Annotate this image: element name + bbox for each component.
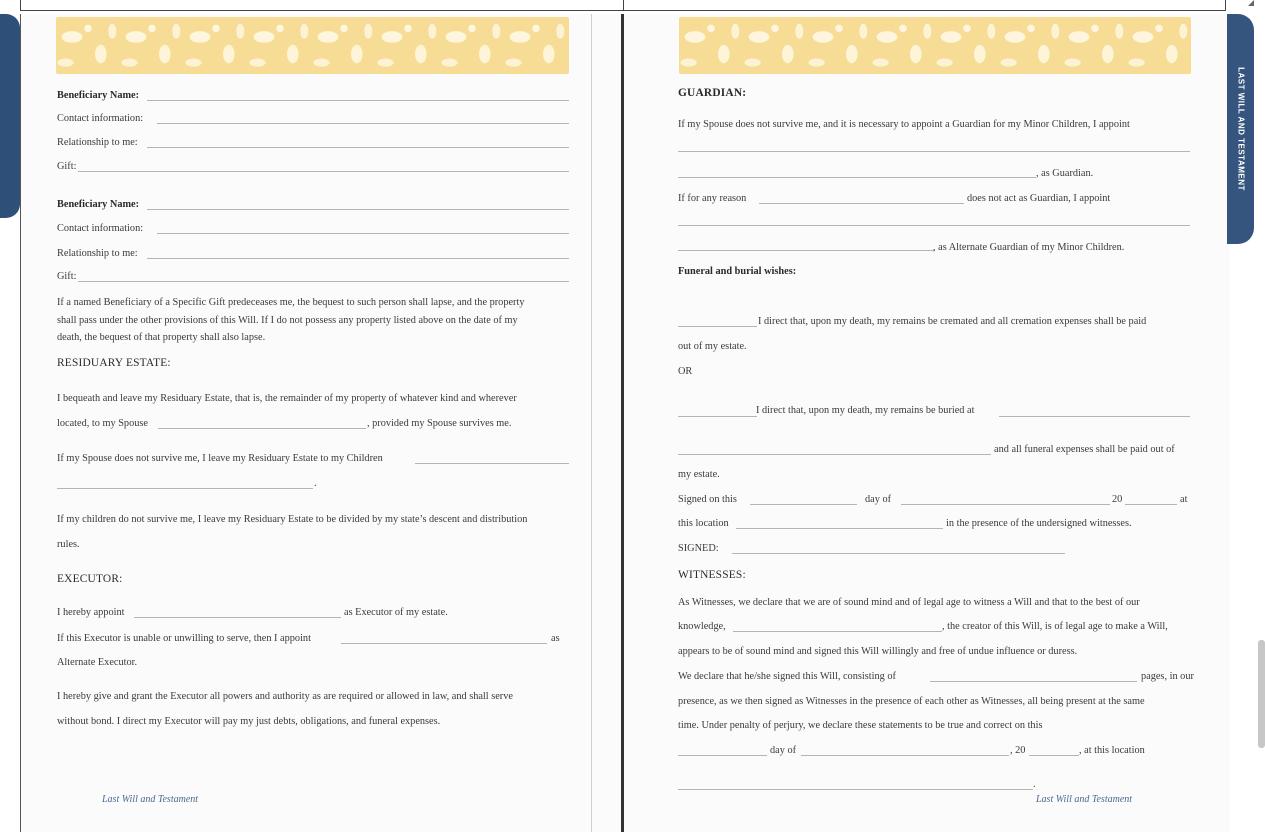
residuary-line-1: I bequeath and leave my Residuary Estate, that is, the remainder of my property of whatever kind and wherever [57,393,517,404]
guardian-name-field[interactable] [678,151,1190,152]
powers-line-2: without bond. I direct my Executor will pay my just debts, obligations, and funeral expenses. [57,716,441,727]
witness-location-field[interactable] [678,789,1033,790]
alternate-suffix: as [551,633,560,644]
residuary-line-2-suffix: , provided my Spouse survives me. [367,418,512,429]
children-field[interactable] [415,463,569,464]
page-count-field[interactable] [930,681,1137,682]
damask-banner [56,17,569,74]
if-for-any-reason: If for any reason [678,193,747,204]
witness-year-field[interactable] [1029,755,1079,756]
left-page [21,14,621,832]
this-location: this location [678,518,729,529]
right-page-footer: Last Will and Testament [1036,794,1133,805]
signed-day-field[interactable] [750,504,857,505]
children-field-continued[interactable] [57,488,313,489]
children-line: If my Spouse does not survive me, I leave my Residuary Estate to my Children [57,453,383,464]
cremation-initials-field[interactable] [678,326,757,327]
consisting-suffix: pages, in our [1141,671,1194,682]
buried-text: I direct that, upon my death, my remains be buried at [756,405,975,416]
previous-page-spine [623,0,624,11]
guardian-line: If my Spouse does not survive me, and it is necessary to appoint a Guardian for my Minor Children, I appoint [678,119,1130,130]
descent-line-1: If my children do not survive me, I leave my Residuary Estate to be divided by my state’s descent and distribution [57,514,528,525]
out-of-estate: out of my estate. [678,341,747,352]
witnesses-heading: WITNESSES: [678,569,746,581]
scrollbar-thumb[interactable] [1258,640,1265,748]
relationship-label: Relationship to me: [57,137,138,148]
signed-label: SIGNED: [678,543,719,554]
lapse-paragraph-line-1: If a named Beneficiary of a Specific Gift predeceases me, the bequest to such person shall lapse, and the property [57,297,525,308]
gift-field-2[interactable] [78,281,569,282]
perjury-line: time. Under penalty of perjury, we declare these statements to be true and correct on this [678,720,1043,731]
appoint-suffix: as Executor of my estate. [344,607,448,618]
lapse-paragraph-line-3: death, the bequest of that property shall also lapse. [57,332,266,343]
signature-field[interactable] [732,553,1065,554]
executor-name-field[interactable] [134,617,341,618]
previous-page-edge [20,0,1226,11]
funeral-expenses: and all funeral expenses shall be paid out of [994,444,1175,455]
residuary-heading: RESIDUARY ESTATE: [57,357,171,369]
spouse-name-field[interactable] [158,428,366,429]
does-not-act: does not act as Guardian, I appoint [967,193,1111,204]
signed-year-field[interactable] [1125,504,1177,505]
lapse-paragraph-line-2: shall pass under the other provisions of this Will. If I do not possess any property listed above on the date of my [57,315,518,326]
alternate-guardian-text: , as Alternate Guardian of my Minor Children. [933,242,1125,253]
alternate-prefix: If this Executor is unable or unwilling to serve, then I appoint [57,633,311,644]
powers-line-1: I hereby give and grant the Executor all powers and authority as are required or allowed in law, and shall serve [57,691,513,702]
day-of: day of [865,494,892,505]
beneficiary-name-label: Beneficiary Name: [57,90,140,101]
guardian-reason-field[interactable] [759,203,964,204]
section-tab-label: LAST WILL AND TESTAMENT [1236,67,1245,191]
cremation-text: I direct that, upon my death, my remains be cremated and all cremation expenses shall be paid [758,316,1147,327]
burial-initials-field[interactable] [678,416,757,417]
presence-line: presence, as we then signed as Witnesses in the presence of each other as Witnesses, all being present at the same [678,696,1145,707]
left-page-footer: Last Will and Testament [102,794,199,805]
my-estate: my estate. [678,469,720,480]
section-tab[interactable] [1227,14,1254,244]
alternate-guardian-field-continued[interactable] [678,250,934,251]
alternate-line-2: Alternate Executor. [57,657,138,668]
witness-period: . [1033,779,1036,790]
guardian-heading: GUARDIAN: [678,87,747,99]
signed-location-field[interactable] [736,528,943,529]
alternate-guardian-field[interactable] [678,225,1190,226]
consisting-prefix: We declare that he/she signed this Will, consisting of [678,671,896,682]
damask-banner-right [679,17,1191,74]
right-page [624,14,1230,832]
year-prefix: 20 [1112,494,1123,505]
burial-location-field[interactable] [999,416,1190,417]
appears-line: appears to be of sound mind and signed this Will willingly and free of undue influence or duress. [678,646,1078,657]
testator-name-field[interactable] [733,631,942,632]
contact-field[interactable] [157,123,569,124]
children-period: . [314,478,317,489]
signed-on-this: Signed on this [678,494,737,505]
at-text: at [1180,494,1188,505]
beneficiary-name-label-2: Beneficiary Name: [57,199,140,210]
gift-label-2: Gift: [57,271,77,282]
contact-label: Contact information: [57,113,144,124]
beneficiary-name-field-2[interactable] [147,209,569,210]
witness-at-location: , at this location [1079,745,1145,756]
presence-text: in the presence of the undersigned witnesses. [946,518,1132,529]
gift-field[interactable] [78,171,569,172]
page-edge-shadow [591,14,592,832]
witness-day-field[interactable] [678,755,767,756]
knowledge-suffix: , the creator of this Will, is of legal age to make a Will, [942,621,1168,632]
alternate-executor-field[interactable] [341,643,547,644]
relationship-label-2: Relationship to me: [57,248,138,259]
relationship-field-2[interactable] [147,258,569,259]
witness-month-field[interactable] [801,755,1009,756]
signed-month-field[interactable] [901,504,1110,505]
or-text: OR [678,366,693,377]
knowledge-prefix: knowledge, [678,621,726,632]
appoint-prefix: I hereby appoint [57,607,125,618]
gift-label: Gift: [57,161,77,172]
contact-label-2: Contact information: [57,223,144,234]
funeral-heading: Funeral and burial wishes: [678,266,797,277]
burial-location-field-continued[interactable] [678,454,991,455]
executor-heading: EXECUTOR: [57,573,123,585]
beneficiary-name-field[interactable] [147,100,569,101]
relationship-field[interactable] [147,147,569,148]
descent-line-2: rules. [57,539,80,550]
witness-day-of: day of [770,745,797,756]
scroll-up-arrow-icon[interactable] [1248,0,1254,6]
witness-year-prefix: , 20 [1010,745,1026,756]
contact-field-2[interactable] [157,233,569,234]
witness-line-1: As Witnesses, we declare that we are of sound mind and of legal age to witness a Will and that to the best of our [678,597,1140,608]
left-page-tab[interactable] [0,14,20,218]
residuary-line-2-prefix: located, to my Spouse [57,418,148,429]
as-guardian: , as Guardian. [1036,168,1094,179]
guardian-name-field-continued[interactable] [678,177,1036,178]
